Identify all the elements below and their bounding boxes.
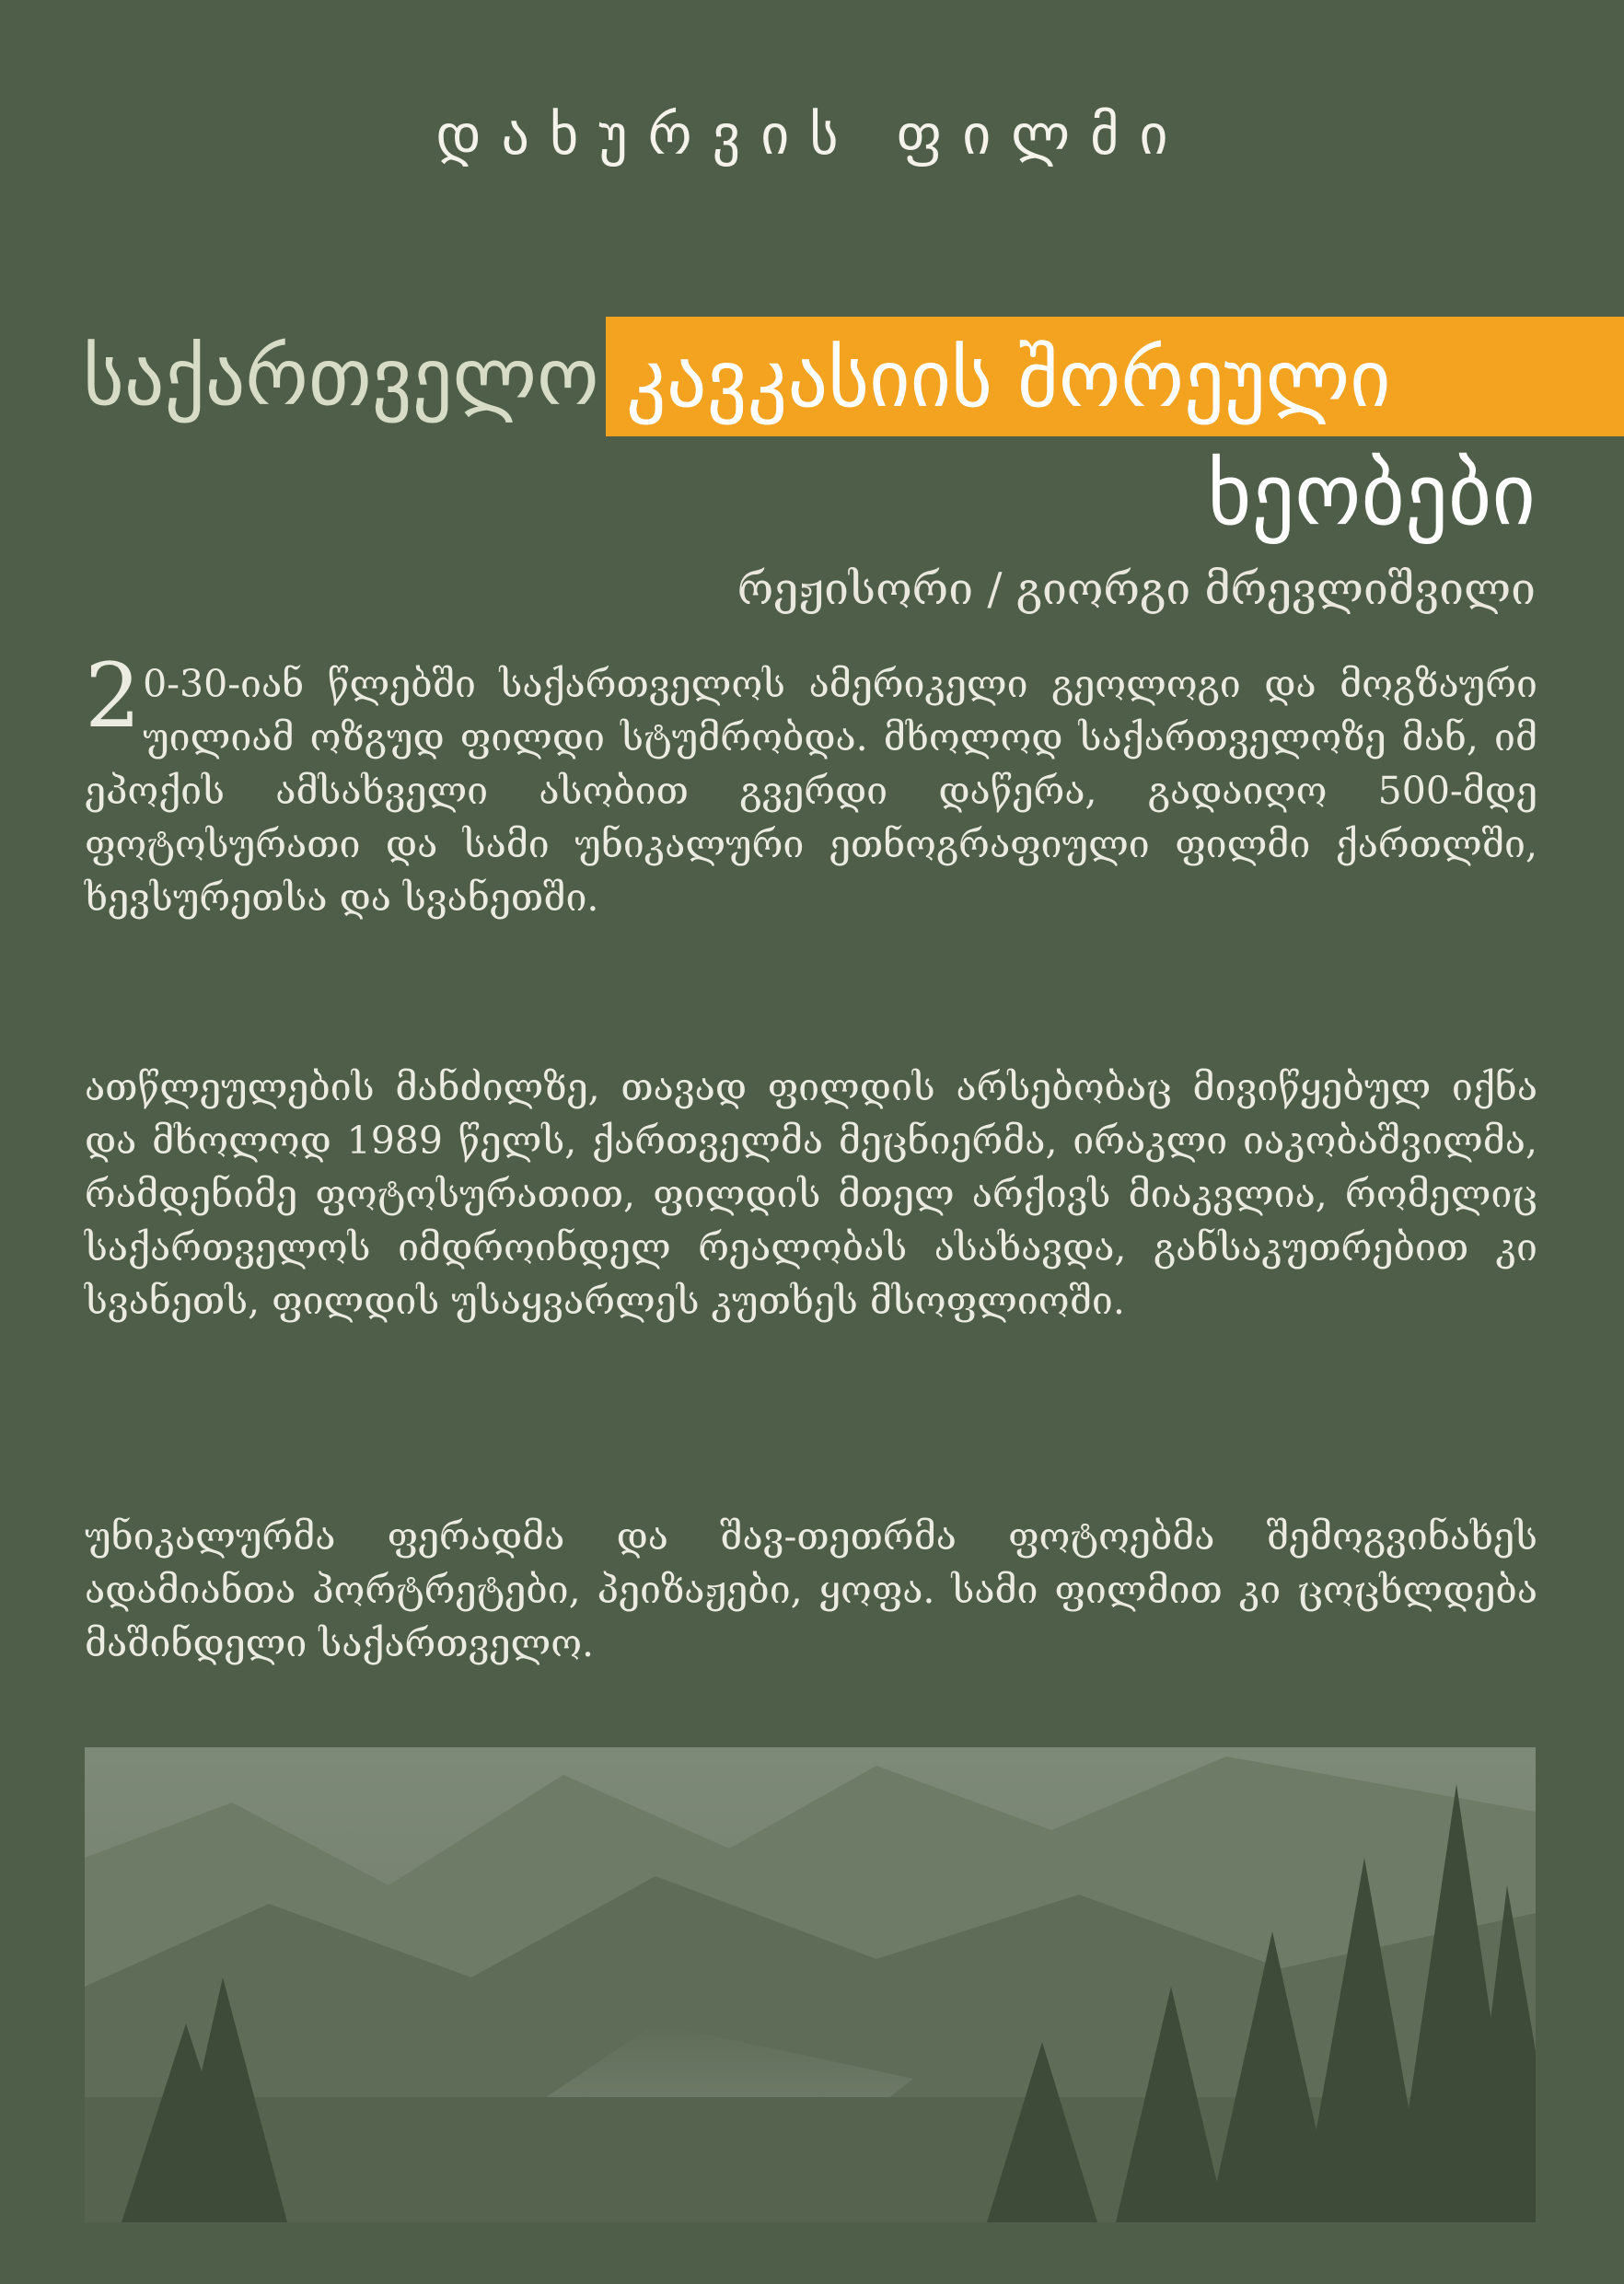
- title-highlight-text: კავკასიის შორეული: [626, 333, 1391, 425]
- kicker-title: დახურვის ფილმი: [435, 103, 1189, 168]
- title-highlight-box: [606, 317, 1624, 436]
- landscape-photo: [85, 1747, 1536, 2222]
- title-country: საქართველო: [83, 331, 599, 423]
- paragraph-1-text: 0-30-იან წლებში საქართველოს ამერიკელი გეოლოგი და მოგზაური უილიამ ოზგუდ ფილდი სტუმრობდა. მხოლოდ საქართველოზე მან, იმ ეპოქის ამსახველი ასობით გვერდი დაწერა, გადაიღო 500-მდე ფოტოსურათი და სამი უნიკალური ეთნოგრაფიული ფილმი ქართლში, ხევსურეთსა და სვანეთში.: [85, 662, 1537, 920]
- title-second-line: ხეობები: [1207, 446, 1536, 544]
- drop-cap: 2: [85, 644, 142, 748]
- director-credit: რეჟისორი / გიორგი მრევლიშვილი: [737, 563, 1536, 615]
- paragraph-3: უნიკალურმა ფერადმა და შავ-თეთრმა ფოტოებმა შემოგვინახეს ადამიანთა პორტრეტები, პეიზაჟები, ყოფა. სამი ფილმით კი ცოცხლდება მაშინდელი საქართველო.: [85, 1514, 1537, 1665]
- paragraph-2: ათწლეულების მანძილზე, თავად ფილდის არსებობაც მივიწყებულ იქნა და მხოლოდ 1989 წელს, ქართველმა მეცნიერმა, ირაკლი იაკობაშვილმა, რამდენიმე ფოტოსურათით, ფილდის მთელ არქივს მიაკვლია, რომელიც საქართველოს იმდროინდელ რეალობას ასახავდა, განსაკუთრებით კი სვანეთს, ფილდის უსაყვარლეს კუთხეს მსოფლიოში.: [85, 1065, 1537, 1323]
- paragraph-1: [85, 644, 1537, 924]
